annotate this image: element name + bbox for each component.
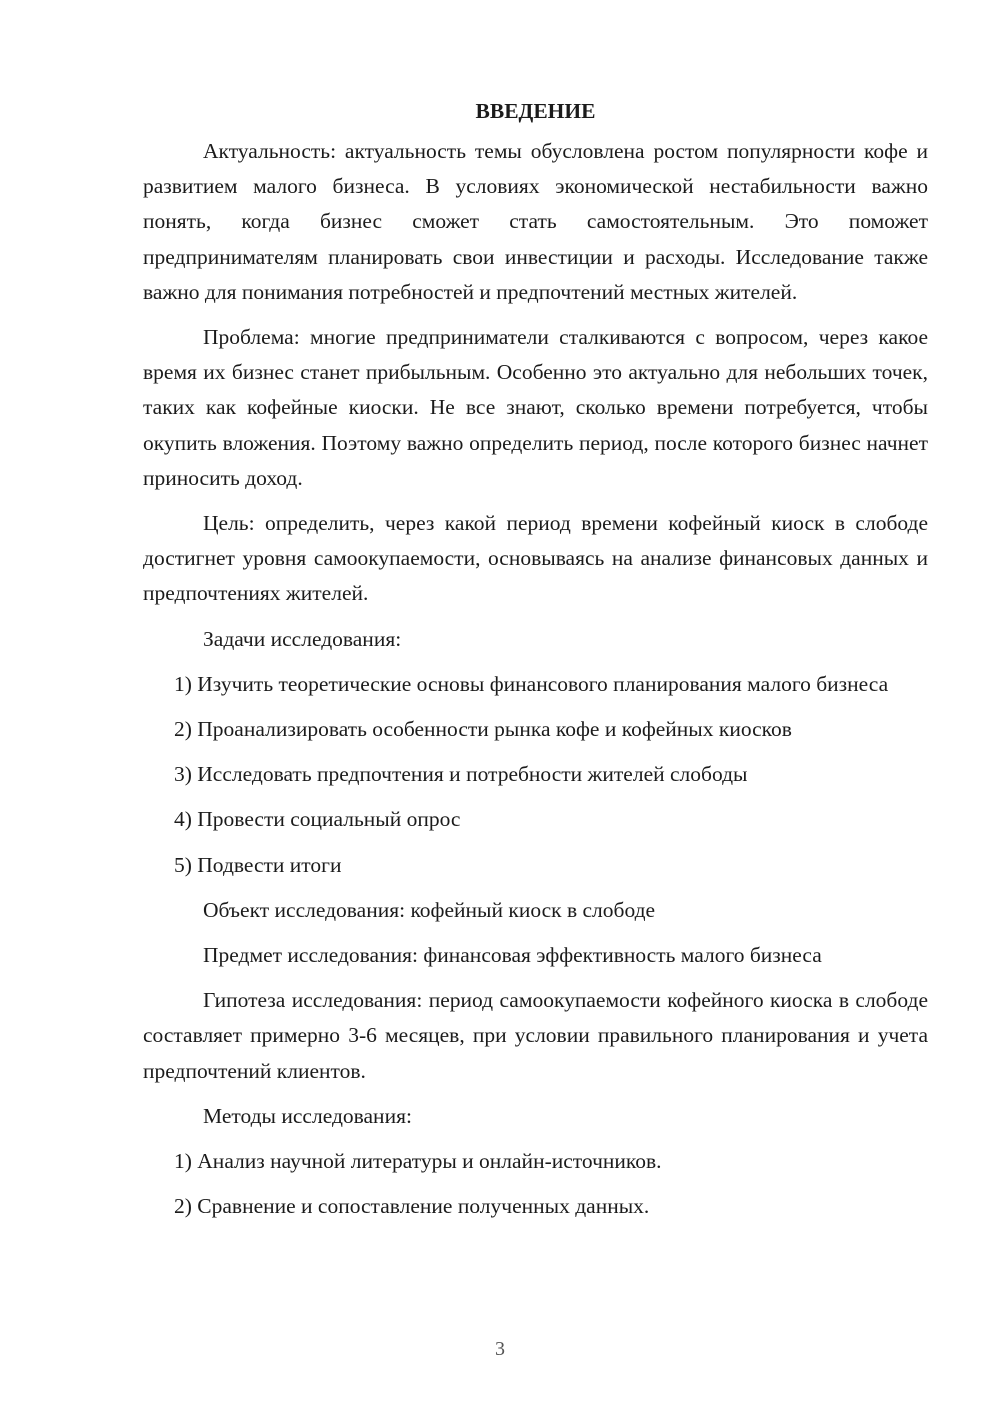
- list-item: 2) Сравнение и сопоставление полученных данных.: [174, 1194, 650, 1219]
- page-title: ВВЕДЕНИЕ: [475, 99, 596, 123]
- list-item: 1) Анализ научной литературы и онлайн-источников.: [174, 1149, 662, 1174]
- paragraph-problem: Проблема: многие предприниматели сталкиваются с вопросом, через какое время их бизнес станет прибыльным. Особенно это актуально для небольших точек, таких как кофейные киоски. Не все знают, сколько времени потребуется, чтобы окупить вложения. Поэтому важно определить период, после которого бизнес начнет приносить доход.: [143, 325, 928, 490]
- paragraph-subject: Предмет исследования: финансовая эффективность малого бизнеса: [203, 943, 822, 968]
- paragraph-goal: Цель: определить, через какой период времени кофейный киоск в слободе достигнет уровня самоокупаемости, основываясь на анализе финансовых данных и предпочтениях жителей.: [143, 511, 928, 606]
- tasks-heading: Задачи исследования:: [203, 626, 402, 651]
- paragraph-relevance: Актуальность: актуальность темы обусловлена ростом популярности кофе и развитием малого бизнеса. В условиях экономической нестабильности важно понять, когда бизнес сможет стать самостоятельным. Это поможет предпринимателям планировать свои инвестиции и расходы. Исследование также важно для понимания потребностей и предпочтений местных жителей.: [143, 139, 928, 304]
- tasks-list: [143, 667, 928, 883]
- list-item: 2) Проанализировать особенности рынка кофе и кофейных киосков: [174, 717, 792, 742]
- page-number: 3: [495, 1338, 505, 1360]
- list-item: 4) Провести социальный опрос: [174, 807, 461, 832]
- methods-list: [143, 1144, 928, 1224]
- list-item: 5) Подвести итоги: [174, 852, 342, 877]
- list-item: 1) Изучить теоретические основы финансового планирования малого бизнеса: [174, 671, 889, 696]
- paragraph-object: Объект исследования: кофейный киоск в слободе: [203, 897, 656, 922]
- paragraph-hypothesis: Гипотеза исследования: период самоокупаемости кофейного киоска в слободе составляет примерно 3-6 месяцев, при условии правильного планирования и учета предпочтений клиентов.: [143, 988, 928, 1083]
- methods-heading: Методы исследования:: [203, 1103, 412, 1128]
- list-item: 3) Исследовать предпочтения и потребности жителей слободы: [174, 762, 748, 787]
